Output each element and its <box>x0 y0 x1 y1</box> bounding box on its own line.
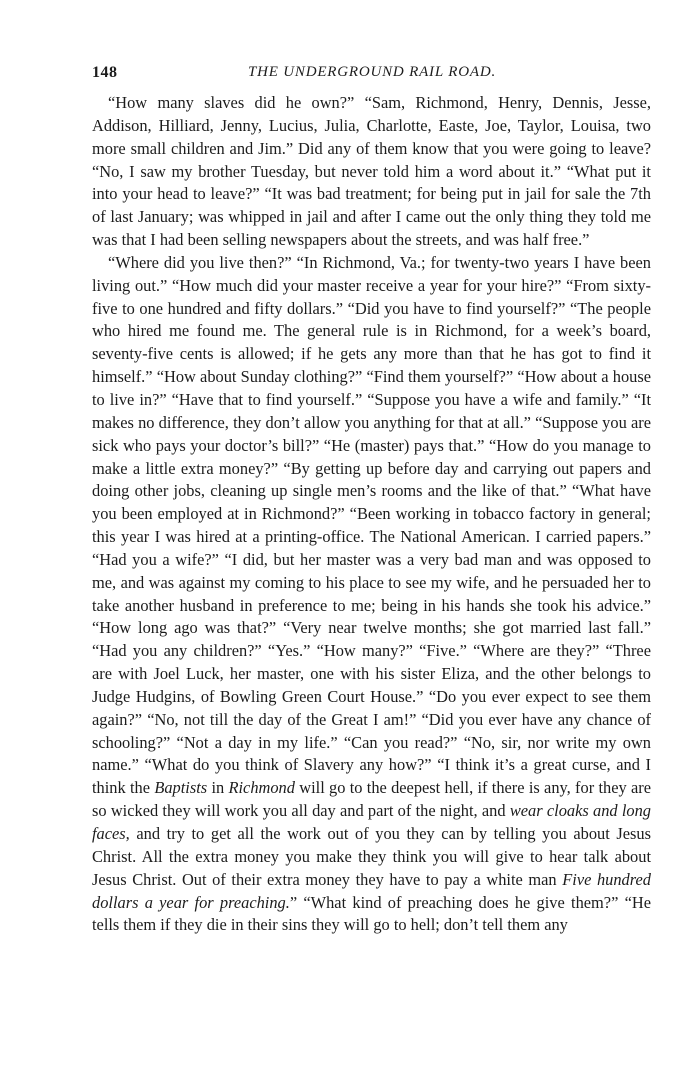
running-title: THE UNDERGROUND RAIL ROAD. <box>247 64 496 80</box>
paragraph-2 <box>92 252 651 937</box>
paragraph-1: “How many slaves did he own?” “Sam, Richmond, Henry, Dennis, Jesse, Addison, Hilliard, Jenny, Lucius, Julia, Charlotte, Easte, Joe, Taylor, Louisa, two more small children and Jim.” Did any of them know that you were going to leave? “No, I saw my brother Tuesday, but never told him a word about it.” “What put it into your head to leave?” “It was bad treatment; for being put in jail for sale the 7th of last January; was whipped in jail and after I came out the only thing they told me was that I had been selling newspapers about the streets, and was half free.” <box>92 93 651 250</box>
body-text <box>92 92 651 937</box>
emphasis-richmond: Richmond <box>228 778 295 798</box>
paragraph-2-text-e: ” “What kind of preaching does he give them?” “He tells them if they die in their sins they will go to hell; don’t tell them any <box>92 892 651 935</box>
running-head <box>92 64 652 84</box>
emphasis-baptists: Baptists <box>154 778 208 798</box>
paragraph-2-text-a: “Where did you live then?” “In Richmond, Va.; for twenty-two years I have been living out.” “How much did your master receive a year for your hire?” “From sixty-five to one hundred and fifty dollars.” “Did you have to find yourself?” “The people who hired me found me. The general rule is in Richmond, for a week’s board, seventy-five cents is allowed; if he gets any more than that he has got to find it himself.” “How about Sunday clothing?” “Find them yourself?” “How about a house to live in?” “Have that to find yourself.” “Suppose you have a wife and family.” “It makes no difference, they don’t allow you anything for that at all.” “Suppose you are sick who pays your doctor’s bill?” “He (master) pays that.” “How do you manage to make a little extra money?” “By getting up before day and carrying out papers and doing other jobs, cleaning up single men’s rooms and the like of that.” “What have you been employed at in Richmond?” “Been working in tobacco factory in general; this year I was hired at a printing-office. The National American. I carried papers.” “Had you a wife?” “I did, but her master was a very bad man and was opposed to me, and was against my coming to his place to see my wife, and he persuaded her to take another husband in preference to me; being in his hands she took his advice.” “How long ago was that?” “Very near twelve months; she got married last fall.” “Had you any children?” “Yes.” “How many?” “Five.” “Where are they?” “Three are with Joel Luck, her master, one with his sister Eliza, and the other belongs to Judge Hudgins, of Bowling Green Court House.” “Do you ever expect to see them again?” “No, not till the day of the Great I am!” “Did you ever have any chance of schooling?” “Not a day in my life.” “Can you read?” “No, sir, nor write my own name.” “What do you think of Slavery any how?” “I think it’s a great curse, and I think the <box>92 252 651 798</box>
paragraph-2-text-b: in <box>211 778 225 798</box>
page-number: 148 <box>92 64 118 81</box>
emphasis-cloaks: wear cloaks and long faces, <box>92 801 651 843</box>
paragraph-2-text-c: will go to the deepest hell, if there is any, for they are so wicked they will work you all day and part of the night, and <box>92 778 651 821</box>
emphasis-five-hundred: Five hundred dollars a year for preaching. <box>92 869 651 912</box>
paragraph-2-text-d: and try to get all the work out of you they can by telling you about Jesus Christ. All the extra money you make they think you will give to hear talk about Jesus Christ. Out of their extra money they have to pay a white man <box>92 824 651 889</box>
